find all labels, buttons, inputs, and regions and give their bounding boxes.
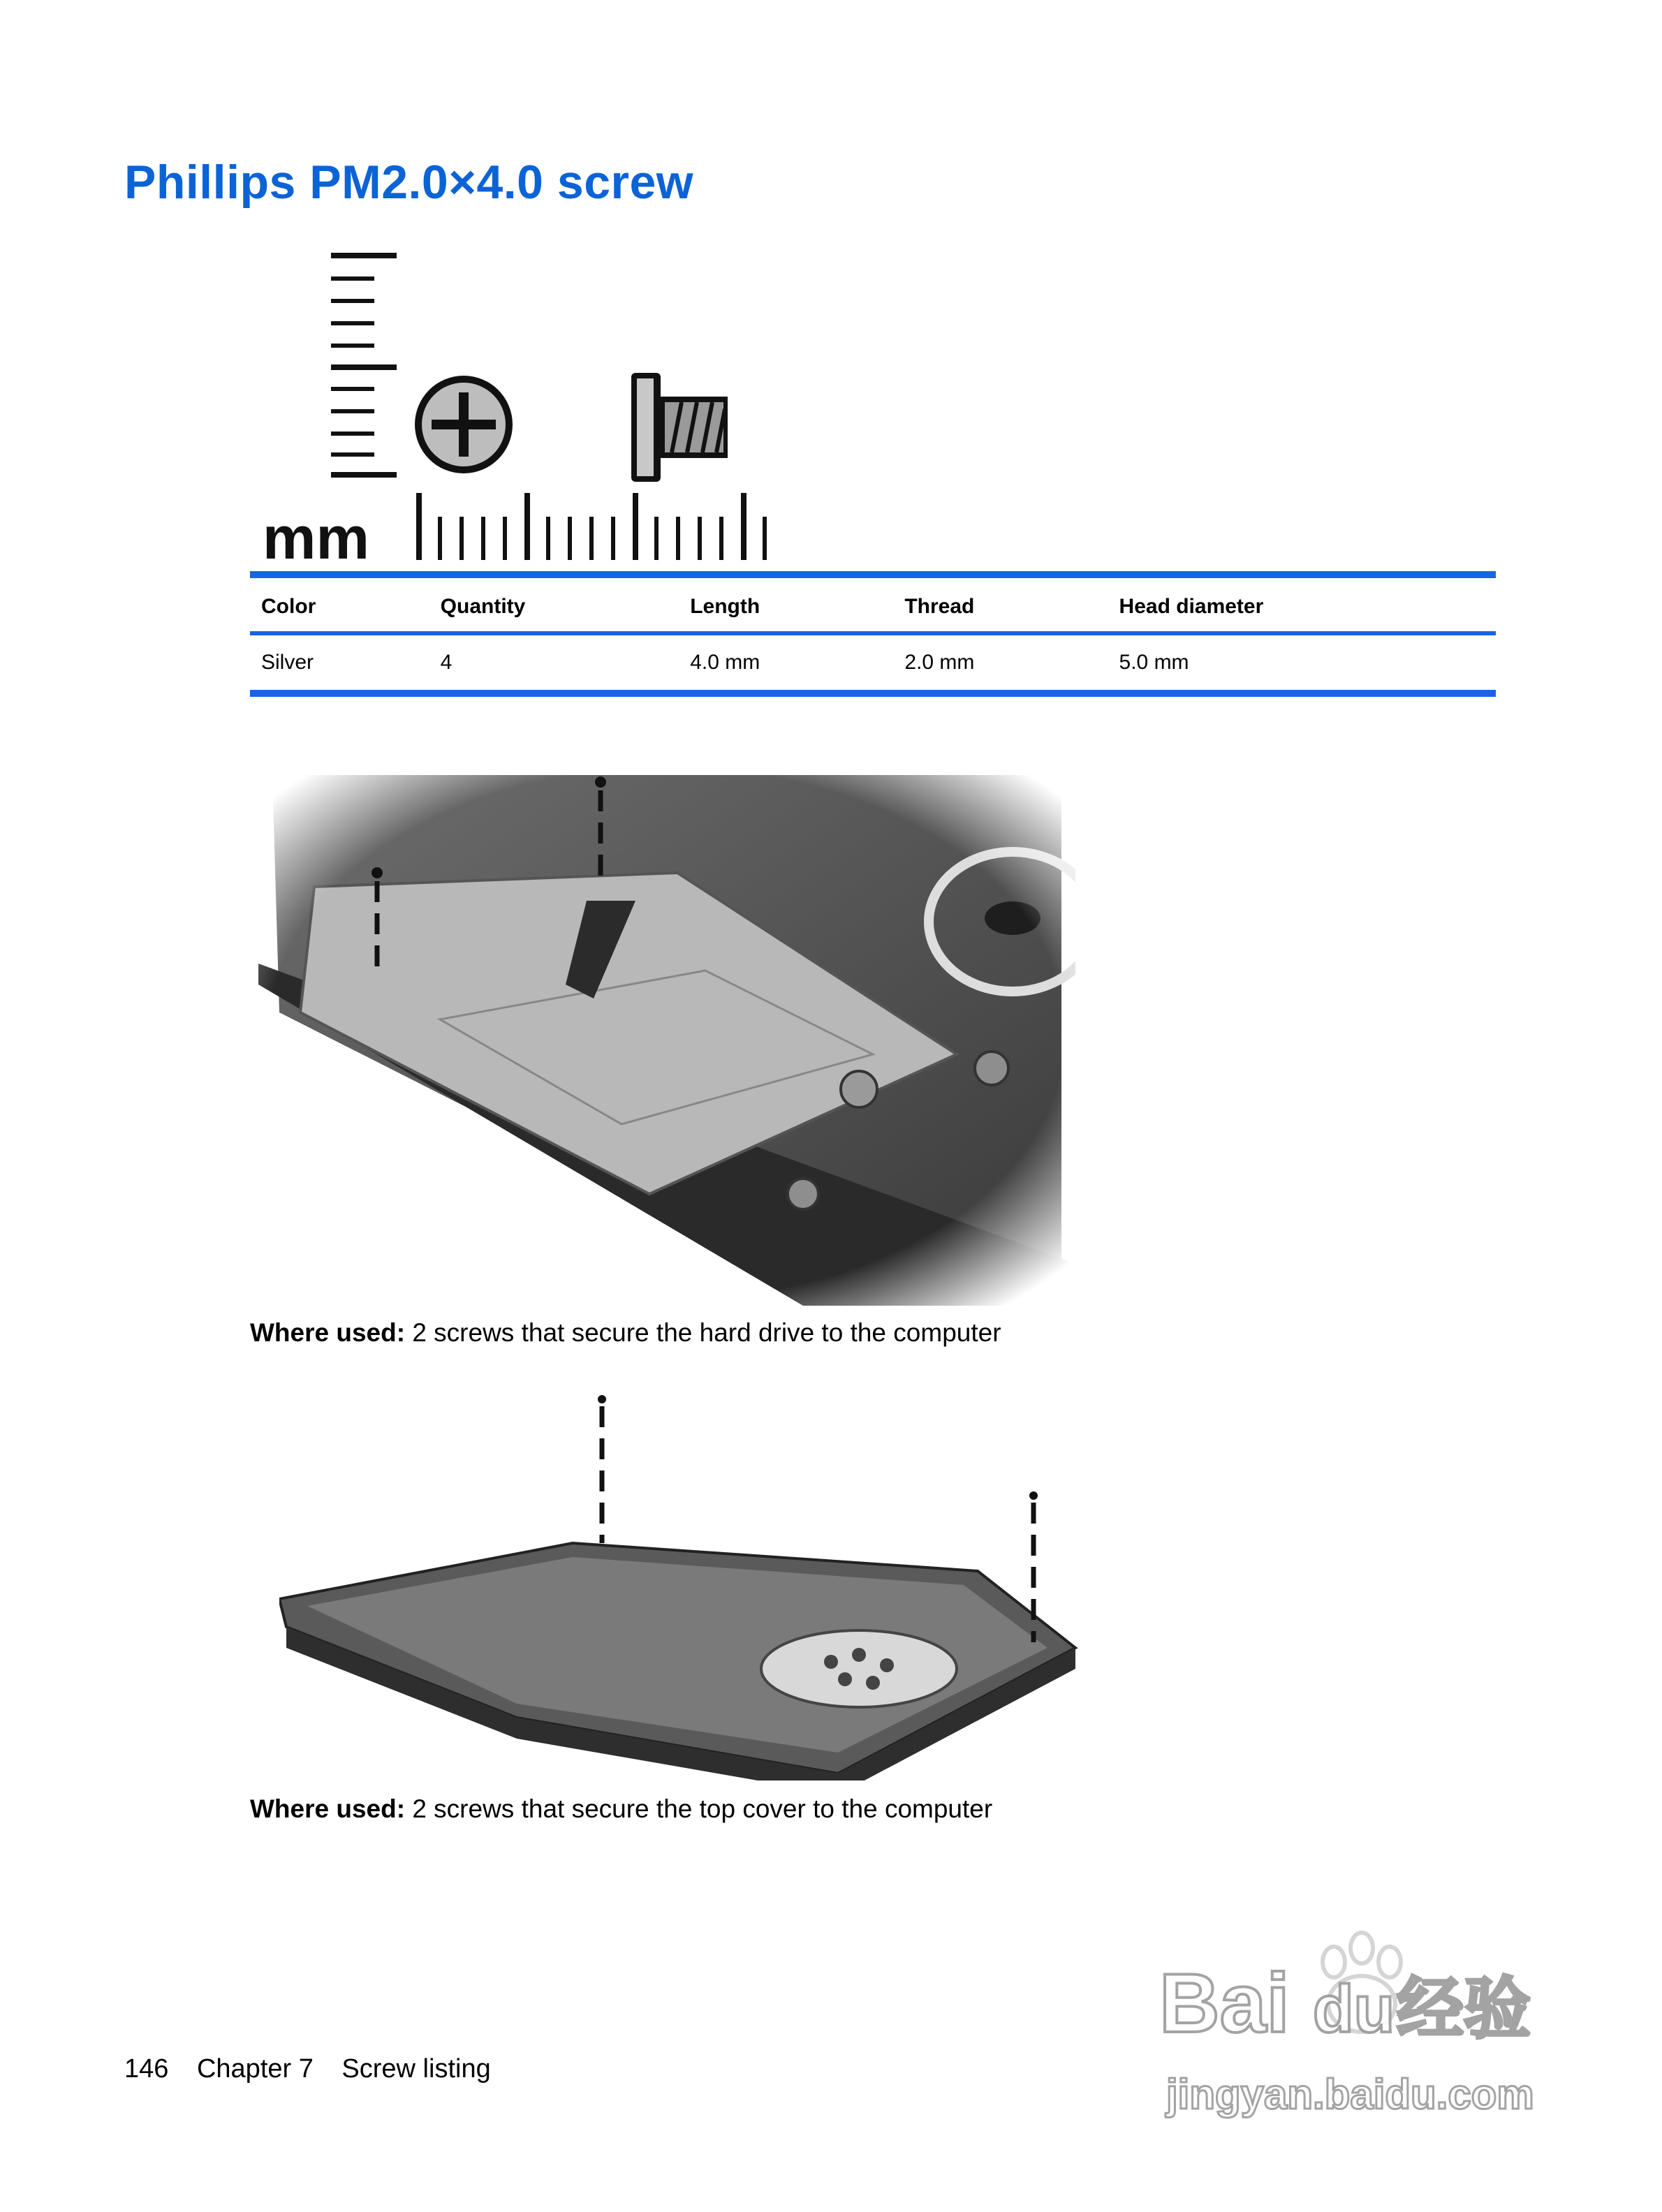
- screw-illustration: [258, 244, 1096, 566]
- svg-text:du: du: [1313, 1972, 1395, 2047]
- ruler-minor-tick: [698, 517, 702, 560]
- svg-text:jingyan.baidu.com: jingyan.baidu.com: [1166, 2071, 1534, 2118]
- cell-color: Silver: [250, 633, 429, 693]
- page-footer: [124, 2054, 512, 2084]
- ruler-minor-tick: [719, 517, 723, 560]
- ruler-minor-tick: [589, 517, 594, 560]
- horizontal-ruler: [416, 493, 767, 560]
- column-header-head-diameter: Head diameter: [1108, 578, 1496, 633]
- screw-side-view: [631, 373, 728, 482]
- ruler-minor-tick: [503, 517, 507, 560]
- cell-length: 4.0 mm: [679, 633, 893, 693]
- cell-quantity: 4: [429, 633, 679, 693]
- caption-top-cover: Where used: 2 screws that secure the top cover to the computer: [250, 1794, 993, 1823]
- ruler-unit-label: mm: [263, 505, 369, 566]
- page-number: 146: [124, 2054, 169, 2084]
- ruler-minor-tick: [654, 517, 659, 560]
- ruler-minor-tick: [763, 517, 767, 560]
- cell-head-diameter: 5.0 mm: [1108, 633, 1496, 693]
- caption-hard-drive: Where used: 2 screws that secure the hard drive to the computer: [250, 1318, 1001, 1347]
- table-row: [250, 633, 1496, 693]
- column-header-quantity: Quantity: [429, 578, 679, 633]
- ruler-minor-tick: [676, 517, 680, 560]
- chapter-label: Chapter 7: [196, 2054, 314, 2084]
- ruler-minor-tick: [459, 517, 464, 560]
- column-header-length: Length: [679, 578, 893, 633]
- screw-callout: [598, 1395, 606, 1543]
- section-label: Screw listing: [341, 2054, 491, 2084]
- baidu-jingyan-watermark: [1159, 1927, 1550, 2137]
- cell-thread: 2.0 mm: [893, 633, 1108, 693]
- column-header-color: Color: [250, 578, 429, 633]
- screw-spec-table: [250, 571, 1496, 697]
- page-title: Phillips PM2.0×4.0 screw: [124, 156, 694, 209]
- ruler-minor-tick: [611, 517, 615, 560]
- screw-head-top-view: [415, 376, 513, 473]
- ruler-minor-tick: [546, 517, 550, 560]
- vertical-ruler: [331, 253, 397, 478]
- table-header-row: [250, 578, 1496, 633]
- svg-text:经验: 经验: [1397, 1970, 1531, 2048]
- hard-drive-photo: [258, 761, 1075, 1306]
- svg-text:Bai: Bai: [1159, 1956, 1290, 2050]
- ruler-minor-tick: [438, 517, 442, 560]
- ruler-major-tick: [633, 493, 638, 560]
- column-header-thread: Thread: [893, 578, 1108, 633]
- top-cover-photo: [279, 1389, 1082, 1780]
- ruler-major-tick: [741, 493, 747, 560]
- ruler-minor-tick: [481, 517, 485, 560]
- ruler-minor-tick: [568, 517, 572, 560]
- ruler-major-tick: [524, 493, 530, 560]
- ruler-major-tick: [416, 493, 422, 560]
